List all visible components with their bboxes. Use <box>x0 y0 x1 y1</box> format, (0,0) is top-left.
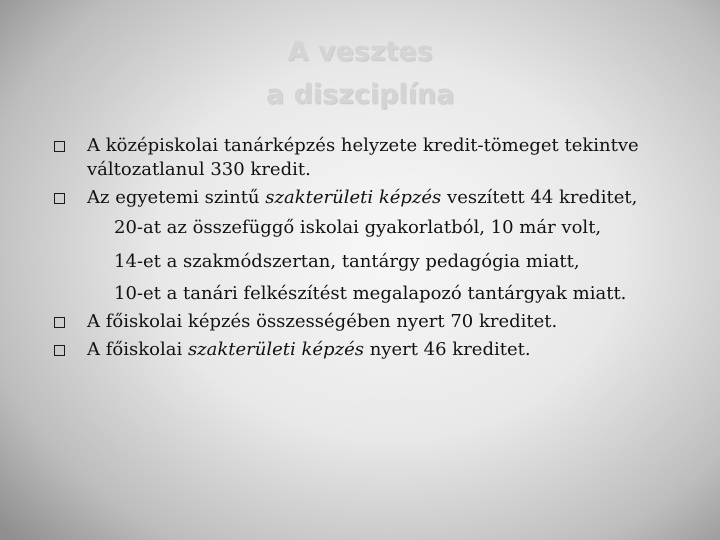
square-bullet-icon <box>54 345 65 356</box>
square-bullet-icon <box>54 193 65 204</box>
bullet-text: A főiskolai képzés összességében nyert 70 kreditet. <box>87 311 558 332</box>
sub-item-1: 20-at az összefüggő iskolai gyakorlatból, 10 már volt, <box>114 217 602 238</box>
bullet-text-post: veszített 44 kreditet, <box>441 187 638 208</box>
sub-item-3: 10-et a tanári felkészítést megalapozó tantárgyak miatt. <box>114 283 627 304</box>
square-bullet-icon <box>54 141 65 152</box>
bullet-item-4 <box>50 338 690 362</box>
slide-title <box>160 30 560 116</box>
sub-item-2: 14-et a szakmódszertan, tantárgy pedagógia miatt, <box>114 251 580 272</box>
bullet-list <box>50 134 690 366</box>
title-line-1: A vesztes <box>287 36 433 67</box>
bullet-text: A középiskolai tanárképzés helyzete kredit-tömeget tekintve változatlanul 330 kredit. <box>87 135 639 180</box>
square-bullet-icon <box>54 317 65 328</box>
bullet-text-italic: szakterületi képzés <box>265 187 442 208</box>
bullet-item-1 <box>50 134 690 182</box>
bullet-text-post: nyert 46 kreditet. <box>363 339 531 360</box>
bullet-text-pre: Az egyetemi szintű <box>87 187 266 208</box>
bullet-text-pre: A főiskolai <box>87 339 188 360</box>
bullet-text-italic: szakterületi képzés <box>187 339 364 360</box>
bullet-item-3 <box>50 310 690 334</box>
bullet-item-2 <box>50 186 690 210</box>
title-line-2: a diszciplína <box>265 79 455 110</box>
